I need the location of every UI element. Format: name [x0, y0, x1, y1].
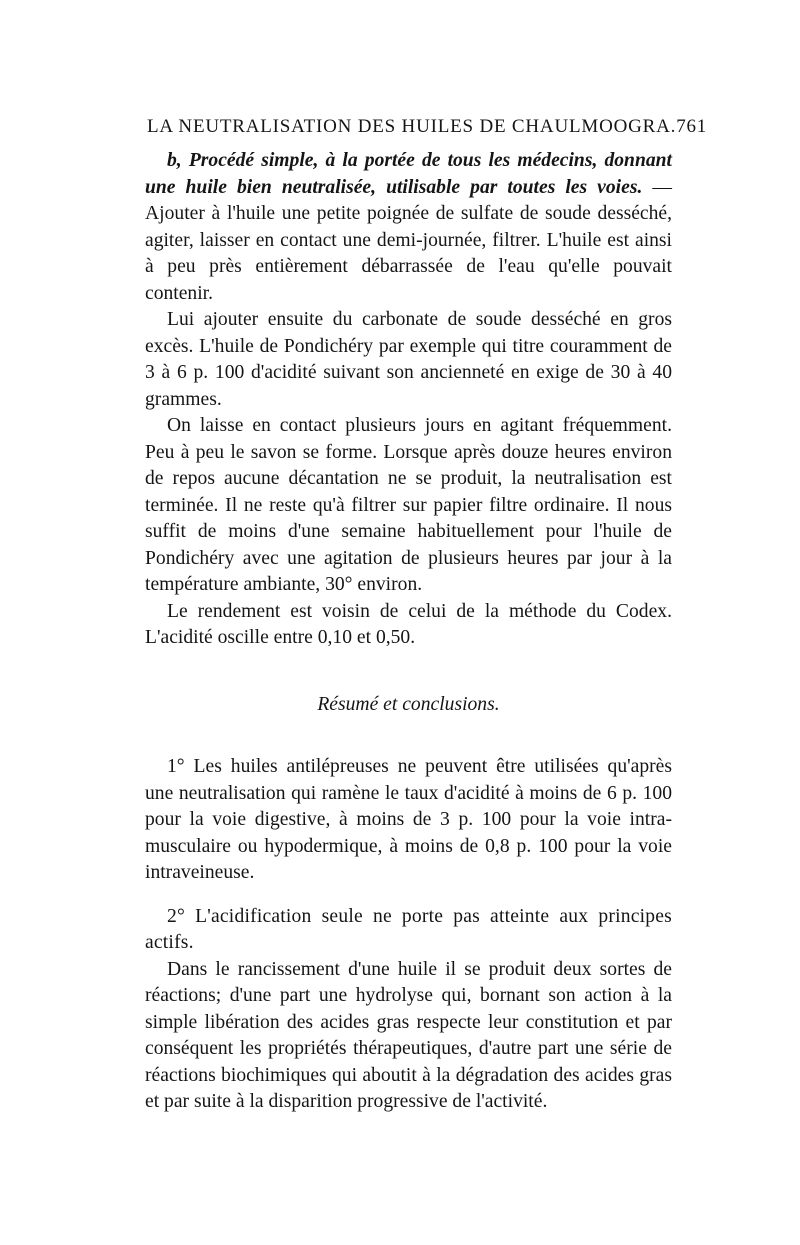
running-header	[147, 116, 708, 138]
paragraph-rendement: Le rendement est voisin de celui de la méthode du Codex. L'acidité oscille entre 0,10 et 0,50.	[145, 600, 672, 648]
paragraph-carbonate: Lui ajouter ensuite du carbonate de soude desséché en gros excès. L'huile de Pondichéry par exemple qui titre couramment de 3 à 6 p. 100 d'acidité suivant son ancienneté en exige de 30 à 40 grammes.	[145, 309, 672, 410]
running-title: LA NEUTRALISATION DES HUILES DE CHAULMOOGRA.	[147, 116, 677, 137]
body-text	[145, 148, 672, 1116]
procede-b-heading: b, Procédé simple, à la portée de tous les médecins, donnant une huile bien neutralisée, utilisable par toutes les voies.	[145, 150, 672, 198]
paragraph-rancissement: Dans le rancissement d'une huile il se produit deux sortes de réactions; d'une part une hydrolyse qui, bornant son action à la simple libération des acides gras respecte leur constitution et par conséquent les propriétés thérapeutiques, d'autre part une série de réactions biochimiques qui aboutit à la dégradation des acides gras et par suite à la disparition progressive de l'activité.	[145, 958, 672, 1112]
page-number: 761	[676, 116, 708, 137]
paragraph-procede-b	[145, 148, 672, 307]
procede-b-text: — Ajouter à l'huile une petite poignée de sulfate de soude desséché, agiter, laisser en contact une demi-journée, filtrer. L'huile est ainsi à peu près entièrement débarrassée de l'eau qu'elle pouvait contenir.	[145, 176, 672, 304]
paragraph-agitation: On laisse en contact plusieurs jours en agitant fréquemment. Peu à peu le savon se forme. Lorsque après douze heures environ de repos aucune décantation ne se produit, la neutralisation est terminée. Il ne reste qu'à filtrer sur papier filtre ordinaire. Il nous suffit de moins d'une semaine habituellement pour l'huile de Pondichéry avec une agitation de plusieurs heures par jour à la température ambiante, 30° environ.	[145, 415, 672, 595]
conclusion-1: 1° Les huiles antilépreuses ne peuvent être utilisées qu'après une neutralisation qui ramène le taux d'acidité à moins de 6 p. 100 pour la voie digestive, à moins de 3 p. 100 pour la voie intra-musculaire ou hypodermique, à moins de 0,8 p. 100 pour la voie intraveineuse.	[145, 756, 672, 883]
section-title-resume: Résumé et conclusions.	[317, 693, 500, 715]
conclusion-2: 2° L'acidification seule ne porte pas atteinte aux principes actifs.	[145, 905, 672, 953]
